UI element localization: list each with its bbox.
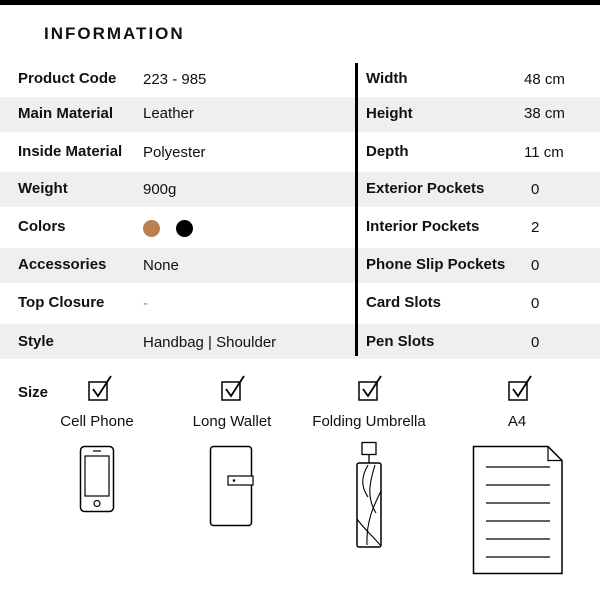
long-wallet-icon	[209, 445, 255, 527]
a4-paper-icon	[472, 445, 564, 575]
spec-row	[0, 248, 600, 283]
spec-label: Width	[366, 70, 408, 87]
spec-row	[0, 172, 600, 207]
size-item-cell-phone	[22, 375, 172, 595]
spec-value: Handbag | Shoulder	[143, 334, 277, 351]
spec-label: Exterior Pockets	[366, 180, 485, 197]
spec-value: 223 - 985	[143, 71, 207, 88]
spec-label: Main Material	[18, 105, 114, 122]
spec-value: 900g	[143, 181, 177, 198]
checkbox-checked-icon	[221, 375, 247, 403]
size-item-folding-umbrella	[294, 375, 444, 595]
spec-value: -	[143, 295, 148, 312]
spec-value: 0	[531, 181, 540, 198]
spec-row	[0, 97, 600, 132]
spec-value: 38 cm	[524, 105, 565, 122]
spec-value: None	[143, 257, 179, 274]
spec-label: Colors	[18, 218, 66, 235]
spec-label: Weight	[18, 180, 68, 197]
folding-umbrella-icon	[354, 441, 384, 549]
spec-label: Style	[18, 333, 54, 350]
column-divider	[355, 63, 358, 356]
spec-label: Accessories	[18, 256, 107, 273]
color-swatch-brown	[143, 220, 160, 237]
spec-value: 0	[531, 334, 540, 351]
spec-label: Depth	[366, 143, 409, 160]
size-item-label: A4	[507, 413, 527, 430]
color-swatch-black	[176, 220, 193, 237]
spec-value: Leather	[143, 105, 194, 122]
cell-phone-icon	[79, 445, 115, 513]
spec-row	[0, 324, 600, 359]
spec-label: Inside Material	[18, 143, 123, 160]
size-item-label: Cell Phone	[60, 413, 134, 430]
size-item-a4	[442, 375, 592, 595]
spec-row	[0, 210, 600, 245]
section-heading: INFORMATION	[44, 24, 185, 43]
spec-label: Top Closure	[18, 294, 105, 311]
size-item-long-wallet	[157, 375, 307, 595]
size-label: Size	[18, 384, 49, 401]
spec-row	[0, 286, 600, 321]
size-item-label: Folding Umbrella	[312, 413, 426, 430]
spec-label: Card Slots	[366, 294, 442, 311]
spec-row	[0, 135, 600, 170]
spec-value: 2	[531, 219, 540, 236]
spec-label: Height	[366, 105, 413, 122]
checkbox-checked-icon	[508, 375, 534, 403]
spec-value: 0	[531, 295, 540, 312]
spec-label: Product Code	[18, 70, 117, 87]
spec-value: 11 cm	[524, 144, 564, 161]
spec-value: 48 cm	[524, 71, 565, 88]
checkbox-checked-icon	[88, 375, 114, 403]
spec-label: Interior Pockets	[366, 218, 480, 235]
spec-label: Pen Slots	[366, 333, 435, 350]
spec-label: Phone Slip Pockets	[366, 256, 506, 273]
spec-value: 0	[531, 257, 540, 274]
spec-value: Polyester	[143, 144, 206, 161]
top-bar	[0, 0, 600, 5]
spec-row	[0, 62, 600, 97]
checkbox-checked-icon	[358, 375, 384, 403]
size-item-label: Long Wallet	[192, 413, 272, 430]
